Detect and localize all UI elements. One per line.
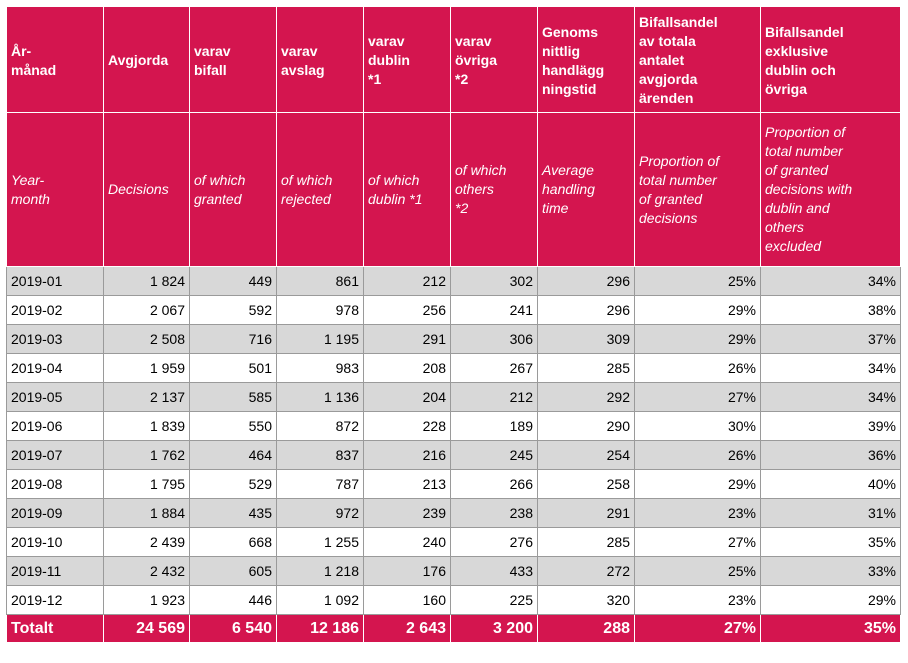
table-row (7, 441, 901, 470)
header-row-swedish (7, 7, 901, 113)
cell-dublin: 204 (364, 383, 451, 412)
total-granted-share-excl: 35% (761, 615, 901, 643)
cell-rejected: 978 (277, 296, 364, 325)
cell-handling-time: 320 (538, 586, 635, 615)
header-en-dublin: of which dublin *1 (364, 113, 451, 267)
cell-handling-time: 296 (538, 267, 635, 296)
cell-dublin: 212 (364, 267, 451, 296)
total-granted: 6 540 (190, 615, 277, 643)
cell-granted: 449 (190, 267, 277, 296)
cell-year-month: 2019-10 (7, 528, 104, 557)
cell-year-month: 2019-09 (7, 499, 104, 528)
total-decisions: 24 569 (104, 615, 190, 643)
cell-granted-share-excl: 34% (761, 267, 901, 296)
cell-handling-time: 254 (538, 441, 635, 470)
cell-rejected: 872 (277, 412, 364, 441)
cell-granted-share-excl: 37% (761, 325, 901, 354)
header-sv-decisions: Avgjorda (104, 7, 190, 113)
cell-dublin: 213 (364, 470, 451, 499)
table-row (7, 267, 901, 296)
cell-others: 245 (451, 441, 538, 470)
cell-handling-time: 291 (538, 499, 635, 528)
cell-decisions: 2 439 (104, 528, 190, 557)
cell-granted-share: 26% (635, 441, 761, 470)
total-granted-share: 27% (635, 615, 761, 643)
cell-others: 241 (451, 296, 538, 325)
cell-rejected: 1 218 (277, 557, 364, 586)
table-row (7, 354, 901, 383)
total-rejected: 12 186 (277, 615, 364, 643)
cell-decisions: 1 923 (104, 586, 190, 615)
cell-dublin: 208 (364, 354, 451, 383)
header-en-rejected: of which rejected (277, 113, 364, 267)
cell-handling-time: 258 (538, 470, 635, 499)
header-en-year-month: Year- month (7, 113, 104, 267)
header-sv-year-month: År- månad (7, 7, 104, 113)
header-sv-others: varav övriga *2 (451, 7, 538, 113)
header-en-others: of which others *2 (451, 113, 538, 267)
total-dublin: 2 643 (364, 615, 451, 643)
cell-decisions: 2 067 (104, 296, 190, 325)
cell-dublin: 160 (364, 586, 451, 615)
cell-others: 212 (451, 383, 538, 412)
cell-others: 433 (451, 557, 538, 586)
cell-dublin: 216 (364, 441, 451, 470)
header-sv-dublin: varav dublin *1 (364, 7, 451, 113)
cell-others: 225 (451, 586, 538, 615)
cell-rejected: 983 (277, 354, 364, 383)
header-sv-granted-share-excl: Bifallsandel exklusive dublin och övriga (761, 7, 901, 113)
cell-granted-share: 29% (635, 296, 761, 325)
cell-year-month: 2019-02 (7, 296, 104, 325)
cell-decisions: 2 137 (104, 383, 190, 412)
cell-decisions: 1 824 (104, 267, 190, 296)
total-year-month: Totalt (7, 615, 104, 643)
cell-handling-time: 285 (538, 528, 635, 557)
total-row (7, 615, 901, 643)
header-row-english (7, 113, 901, 267)
cell-granted-share: 23% (635, 499, 761, 528)
cell-granted-share-excl: 33% (761, 557, 901, 586)
cell-granted-share-excl: 40% (761, 470, 901, 499)
cell-granted: 464 (190, 441, 277, 470)
cell-dublin: 176 (364, 557, 451, 586)
cell-decisions: 1 762 (104, 441, 190, 470)
cell-year-month: 2019-12 (7, 586, 104, 615)
table-row (7, 470, 901, 499)
header-en-handling-time: Average handling time (538, 113, 635, 267)
table-row (7, 499, 901, 528)
cell-granted: 550 (190, 412, 277, 441)
cell-granted-share-excl: 35% (761, 528, 901, 557)
cell-year-month: 2019-07 (7, 441, 104, 470)
header-en-decisions: Decisions (104, 113, 190, 267)
cell-granted-share: 25% (635, 267, 761, 296)
cell-rejected: 1 136 (277, 383, 364, 412)
cell-granted-share-excl: 34% (761, 383, 901, 412)
cell-granted: 529 (190, 470, 277, 499)
table-row (7, 296, 901, 325)
cell-granted-share: 23% (635, 586, 761, 615)
header-sv-rejected: varav avslag (277, 7, 364, 113)
cell-granted-share: 30% (635, 412, 761, 441)
cell-rejected: 861 (277, 267, 364, 296)
cell-others: 266 (451, 470, 538, 499)
cell-granted: 668 (190, 528, 277, 557)
cell-granted-share: 27% (635, 528, 761, 557)
cell-decisions: 1 884 (104, 499, 190, 528)
cell-granted-share: 29% (635, 470, 761, 499)
cell-handling-time: 292 (538, 383, 635, 412)
cell-year-month: 2019-08 (7, 470, 104, 499)
cell-decisions: 1 795 (104, 470, 190, 499)
cell-others: 306 (451, 325, 538, 354)
cell-granted-share-excl: 31% (761, 499, 901, 528)
cell-dublin: 291 (364, 325, 451, 354)
cell-year-month: 2019-04 (7, 354, 104, 383)
cell-granted-share: 26% (635, 354, 761, 383)
cell-year-month: 2019-01 (7, 267, 104, 296)
cell-granted-share: 29% (635, 325, 761, 354)
cell-others: 267 (451, 354, 538, 383)
cell-others: 238 (451, 499, 538, 528)
cell-others: 302 (451, 267, 538, 296)
header-en-granted-share-excl: Proportion of total number of granted decisions with dublin and others excluded (761, 113, 901, 267)
cell-rejected: 1 092 (277, 586, 364, 615)
cell-rejected: 1 255 (277, 528, 364, 557)
cell-rejected: 837 (277, 441, 364, 470)
cell-granted-share-excl: 36% (761, 441, 901, 470)
table-row (7, 557, 901, 586)
cell-granted: 605 (190, 557, 277, 586)
cell-decisions: 1 839 (104, 412, 190, 441)
header-sv-granted: varav bifall (190, 7, 277, 113)
cell-others: 276 (451, 528, 538, 557)
table-row (7, 412, 901, 441)
cell-granted: 585 (190, 383, 277, 412)
cell-handling-time: 309 (538, 325, 635, 354)
cell-granted-share: 27% (635, 383, 761, 412)
cell-granted: 501 (190, 354, 277, 383)
cell-handling-time: 290 (538, 412, 635, 441)
cell-decisions: 1 959 (104, 354, 190, 383)
cell-others: 189 (451, 412, 538, 441)
cell-handling-time: 272 (538, 557, 635, 586)
table-row (7, 528, 901, 557)
table-row (7, 383, 901, 412)
cell-dublin: 239 (364, 499, 451, 528)
cell-granted-share: 25% (635, 557, 761, 586)
cell-rejected: 972 (277, 499, 364, 528)
header-en-granted-share: Proportion of total number of granted decisions (635, 113, 761, 267)
cell-granted: 446 (190, 586, 277, 615)
cell-granted: 592 (190, 296, 277, 325)
cell-granted: 716 (190, 325, 277, 354)
cell-granted: 435 (190, 499, 277, 528)
cell-rejected: 787 (277, 470, 364, 499)
cell-dublin: 240 (364, 528, 451, 557)
header-en-granted: of which granted (190, 113, 277, 267)
cell-handling-time: 285 (538, 354, 635, 383)
cell-decisions: 2 508 (104, 325, 190, 354)
cell-year-month: 2019-11 (7, 557, 104, 586)
cell-dublin: 228 (364, 412, 451, 441)
cell-dublin: 256 (364, 296, 451, 325)
cell-rejected: 1 195 (277, 325, 364, 354)
table-row (7, 325, 901, 354)
cell-granted-share-excl: 38% (761, 296, 901, 325)
cell-year-month: 2019-03 (7, 325, 104, 354)
cell-year-month: 2019-05 (7, 383, 104, 412)
cell-handling-time: 296 (538, 296, 635, 325)
table-row (7, 586, 901, 615)
header-sv-granted-share: Bifallsandel av totala antalet avgjorda ärenden (635, 7, 761, 113)
cell-decisions: 2 432 (104, 557, 190, 586)
total-others: 3 200 (451, 615, 538, 643)
cell-granted-share-excl: 29% (761, 586, 901, 615)
total-handling-time: 288 (538, 615, 635, 643)
header-sv-handling-time: Genoms nittlig handlägg ningstid (538, 7, 635, 113)
cell-granted-share-excl: 39% (761, 412, 901, 441)
cell-granted-share-excl: 34% (761, 354, 901, 383)
statistics-table (6, 6, 901, 643)
cell-year-month: 2019-06 (7, 412, 104, 441)
